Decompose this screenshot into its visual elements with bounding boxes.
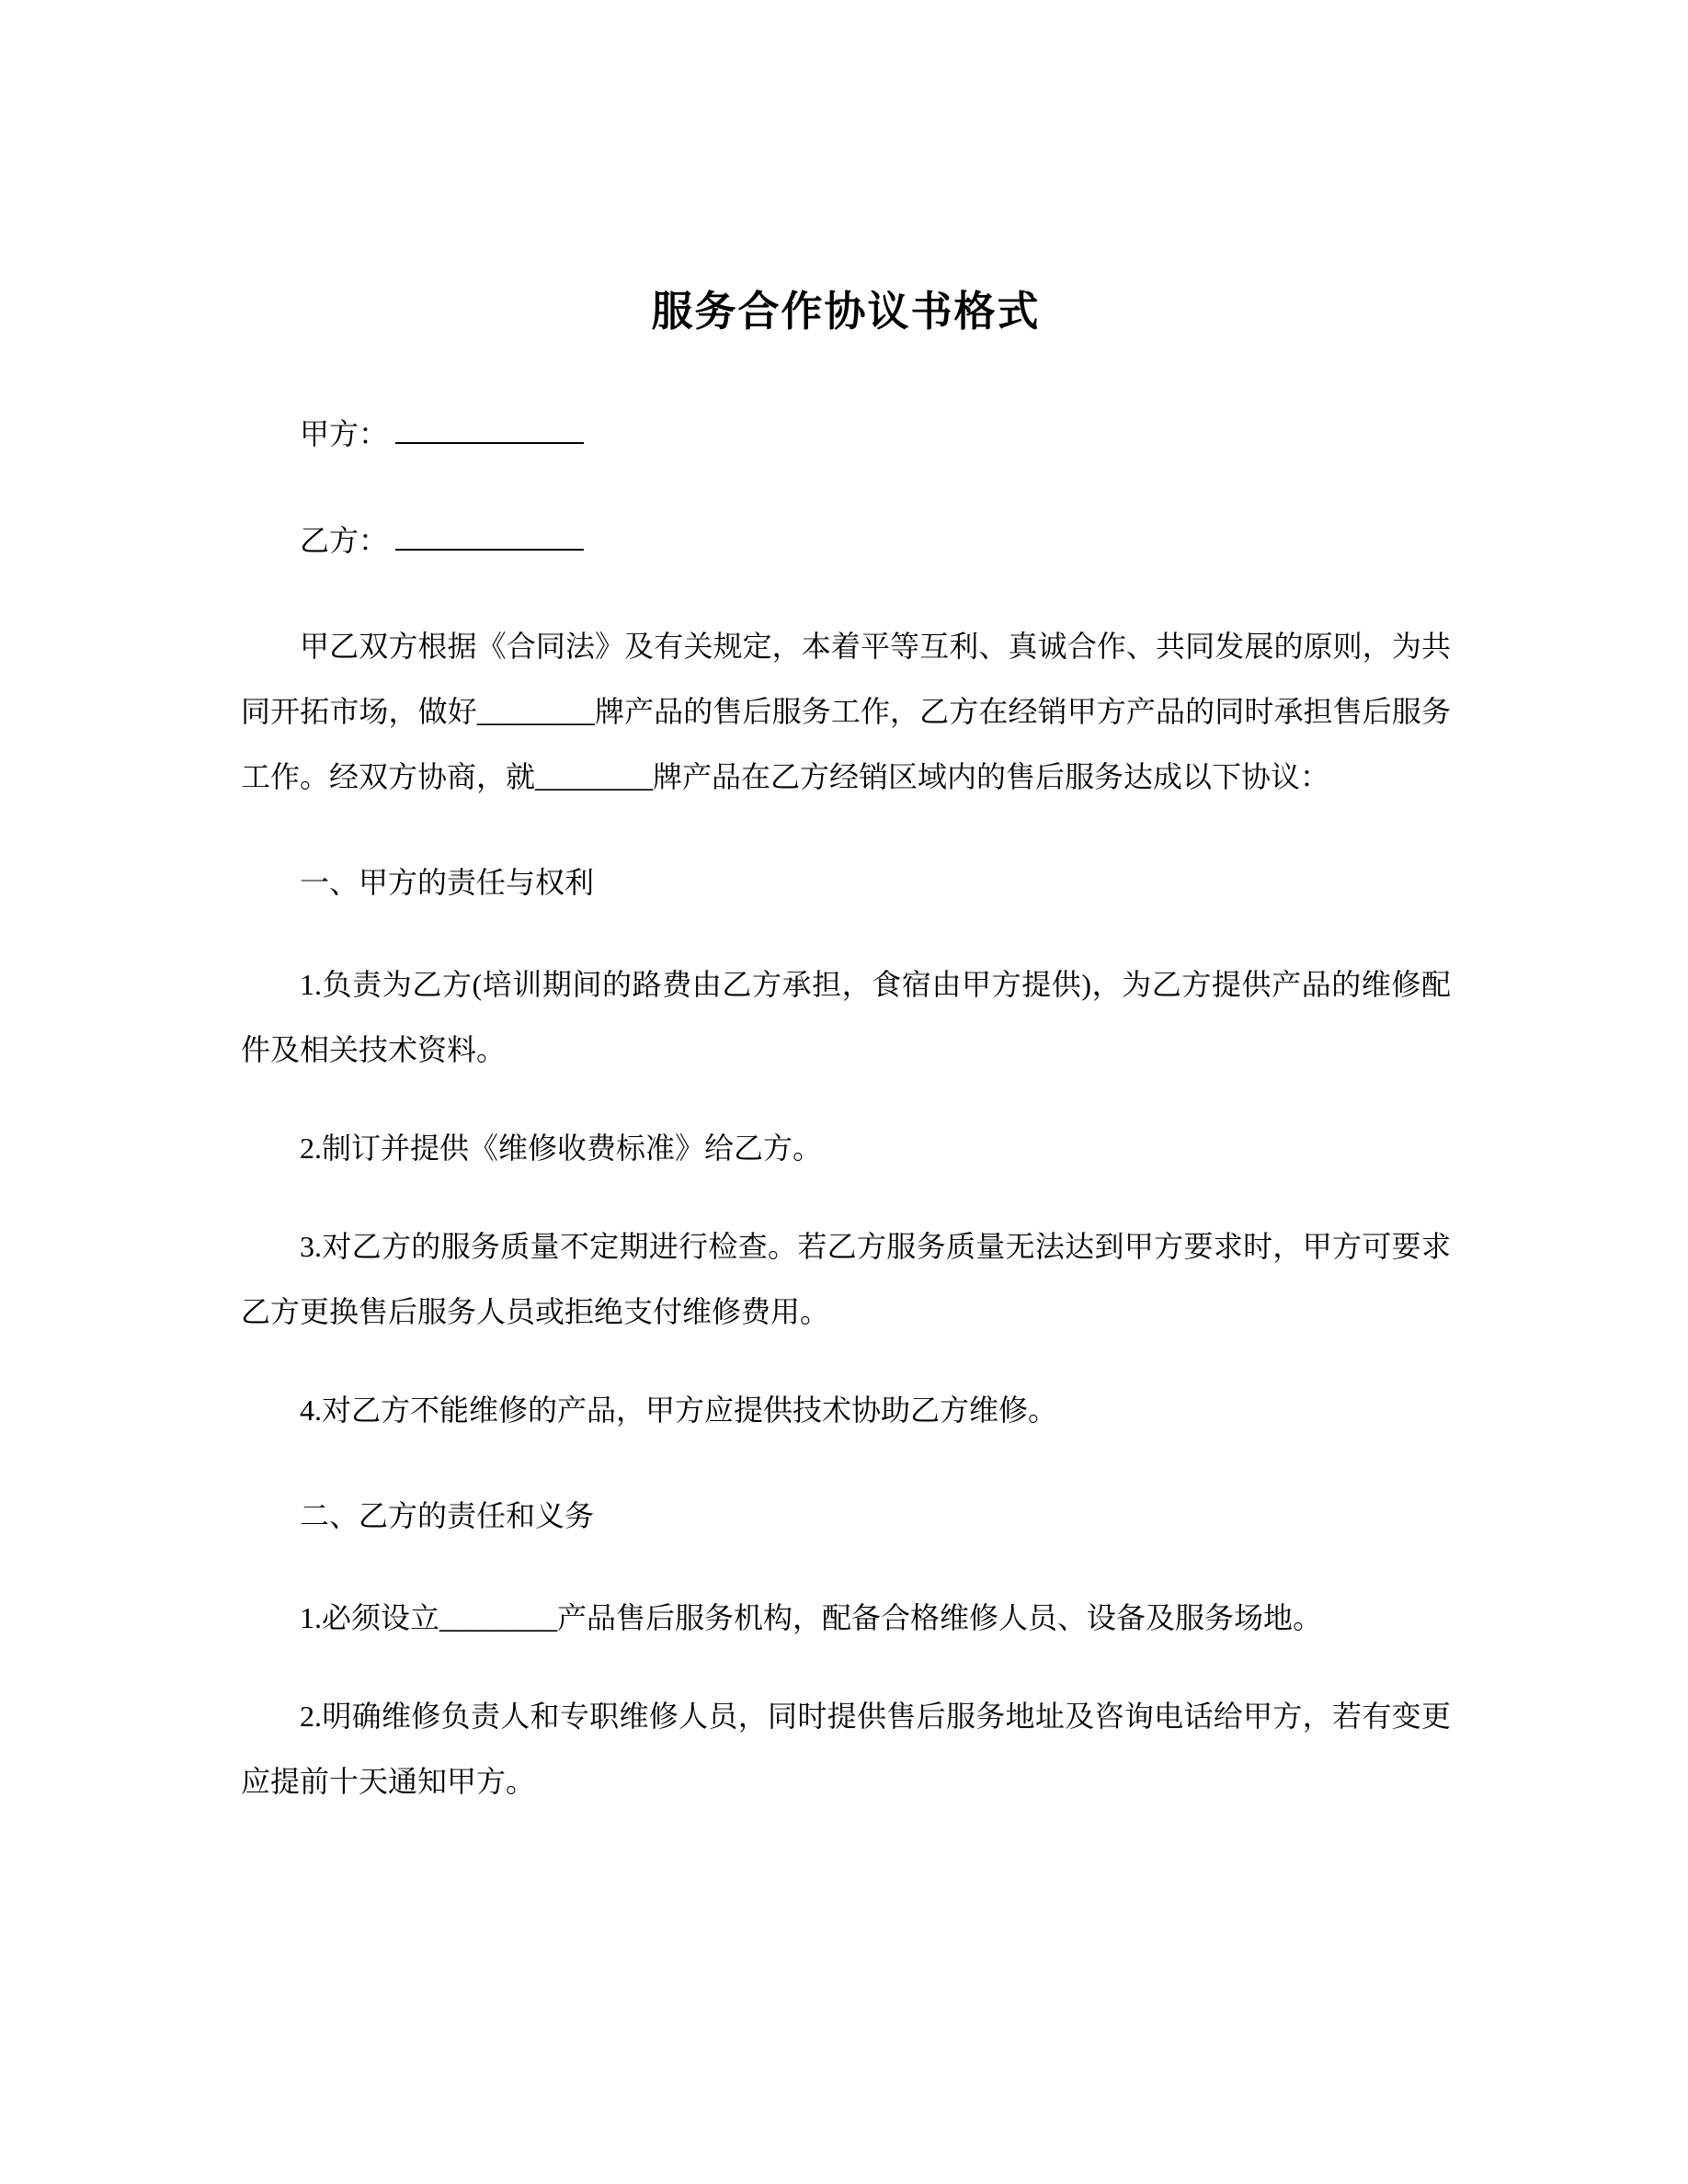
party-a-label: 甲方：	[300, 417, 389, 450]
party-b-label: 乙方：	[300, 524, 389, 557]
intro-paragraph: 甲乙双方根据《合同法》及有关规定，本着平等互利、真诚合作、共同发展的原则，为共同开拓市场，做好________牌产品的售后服务工作，乙方在经销甲方产品的同时承担售后服务工作。经双方协商，就________牌产品在乙方经销区域内的售后服务达成以下协议：	[241, 630, 1451, 793]
section1-item-1: 1.负责为乙方(培训期间的路费由乙方承担，食宿由甲方提供)，为乙方提供产品的维修配件及相关技术资料。	[241, 968, 1451, 1066]
section2-item-2: 2.明确维修负责人和专职维修人员，同时提供售后服务地址及咨询电话给甲方，若有变更应提前十天通知甲方。	[241, 1700, 1451, 1798]
section2-heading: 二、乙方的责任和义务	[300, 1499, 595, 1532]
party-a-line	[241, 401, 1451, 467]
party-b-blank	[395, 523, 584, 551]
section1-item-3: 3.对乙方的服务质量不定期进行检查。若乙方服务质量无法达到甲方要求时，甲方可要求乙方更换售后服务人员或拒绝支付维修费用。	[241, 1230, 1451, 1328]
document-title: 服务合作协议书格式	[651, 289, 1041, 335]
section2-item-1: 1.必须设立________产品售后服务机构，配备合格维修人员、设备及服务场地。	[300, 1601, 1323, 1634]
party-a-blank	[395, 416, 584, 444]
section1-item-2: 2.制订并提供《维修收费标准》给乙方。	[300, 1132, 823, 1165]
section1-item-4: 4.对乙方不能维修的产品，甲方应提供技术协助乙方维修。	[300, 1393, 1058, 1427]
section1-heading: 一、甲方的责任与权利	[300, 866, 595, 899]
party-b-line	[241, 507, 1451, 574]
